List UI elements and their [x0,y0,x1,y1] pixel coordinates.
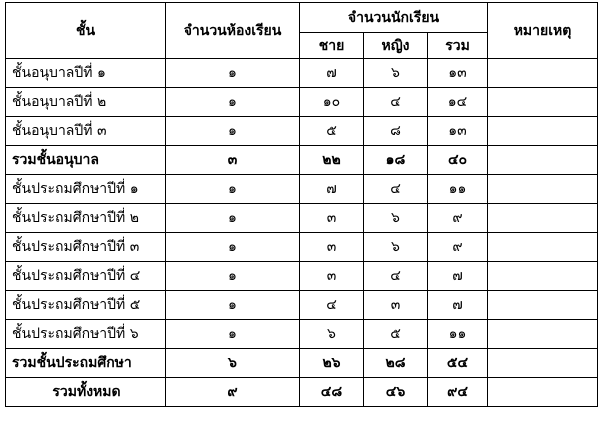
cell-male: ๓ [300,204,364,233]
cell-remarks [488,204,598,233]
cell-male: ๓ [300,262,364,291]
cell-male: ๖ [300,320,364,349]
cell-total: ๕๔ [428,349,488,378]
student-count-table [5,2,598,407]
table-row [6,204,598,233]
cell-remarks [488,262,598,291]
cell-total: ๑๑ [428,175,488,204]
cell-male: ๒๒ [300,146,364,175]
cell-total: ๑๓ [428,59,488,88]
cell-female: ๓ [364,291,428,320]
cell-male: ๔๘ [300,378,364,407]
cell-level: ชั้นอนุบาลปีที่ ๑ [6,59,166,88]
table-row [6,117,598,146]
cell-rooms: ๑ [166,88,300,117]
cell-rooms: ๓ [166,146,300,175]
total-row [6,378,598,407]
header-students: จำนวนนักเรียน [300,3,488,33]
cell-female: ๖ [364,204,428,233]
cell-remarks [488,117,598,146]
table-row [6,59,598,88]
cell-total: ๙ [428,233,488,262]
header-male: ชาย [300,33,364,59]
cell-rooms: ๑ [166,233,300,262]
cell-female: ๔ [364,175,428,204]
cell-female: ๖ [364,59,428,88]
cell-total: ๙ [428,204,488,233]
cell-level: ชั้นประถมศึกษาปีที่ ๒ [6,204,166,233]
cell-rooms: ๑ [166,175,300,204]
cell-level: ชั้นอนุบาลปีที่ ๒ [6,88,166,117]
cell-rooms: ๑ [166,117,300,146]
cell-level: รวมทั้งหมด [6,378,166,407]
header-level: ชั้น [6,3,166,59]
cell-male: ๔ [300,291,364,320]
header-female: หญิง [364,33,428,59]
table-row [6,88,598,117]
cell-level: รวมชั้นประถมศึกษา [6,349,166,378]
cell-level: ชั้นอนุบาลปีที่ ๓ [6,117,166,146]
cell-rooms: ๑ [166,59,300,88]
cell-male: ๗ [300,175,364,204]
cell-total: ๑๓ [428,117,488,146]
cell-remarks [488,378,598,407]
table-row [6,233,598,262]
table-row [6,175,598,204]
cell-level: ชั้นประถมศึกษาปีที่ ๑ [6,175,166,204]
cell-female: ๒๘ [364,349,428,378]
cell-male: ๓ [300,233,364,262]
table-row [6,320,598,349]
table-row [6,262,598,291]
cell-male: ๗ [300,59,364,88]
cell-remarks [488,146,598,175]
cell-rooms: ๖ [166,349,300,378]
cell-total: ๑๑ [428,320,488,349]
cell-level: ชั้นประถมศึกษาปีที่ ๓ [6,233,166,262]
subtotal-row [6,349,598,378]
cell-male: ๑๐ [300,88,364,117]
cell-level: ชั้นประถมศึกษาปีที่ ๕ [6,291,166,320]
cell-male: ๕ [300,117,364,146]
cell-total: ๙๔ [428,378,488,407]
cell-total: ๗ [428,262,488,291]
cell-female: ๔๖ [364,378,428,407]
cell-total: ๗ [428,291,488,320]
cell-level: ชั้นประถมศึกษาปีที่ ๔ [6,262,166,291]
cell-remarks [488,88,598,117]
cell-female: ๑๘ [364,146,428,175]
cell-male: ๒๖ [300,349,364,378]
cell-rooms: ๑ [166,204,300,233]
cell-remarks [488,291,598,320]
cell-female: ๕ [364,320,428,349]
cell-remarks [488,349,598,378]
cell-rooms: ๑ [166,291,300,320]
cell-level: รวมชั้นอนุบาล [6,146,166,175]
cell-female: ๘ [364,117,428,146]
subtotal-row [6,146,598,175]
cell-remarks [488,59,598,88]
table-row [6,291,598,320]
cell-female: ๔ [364,88,428,117]
cell-rooms: ๙ [166,378,300,407]
cell-level: ชั้นประถมศึกษาปีที่ ๖ [6,320,166,349]
header-remarks: หมายเหตุ [488,3,598,59]
cell-rooms: ๑ [166,262,300,291]
cell-rooms: ๑ [166,320,300,349]
cell-remarks [488,320,598,349]
header-total: รวม [428,33,488,59]
cell-total: ๑๔ [428,88,488,117]
cell-female: ๔ [364,262,428,291]
table-body [6,59,598,407]
cell-female: ๖ [364,233,428,262]
header-rooms: จำนวนห้องเรียน [166,3,300,59]
cell-remarks [488,175,598,204]
cell-remarks [488,233,598,262]
cell-total: ๔๐ [428,146,488,175]
